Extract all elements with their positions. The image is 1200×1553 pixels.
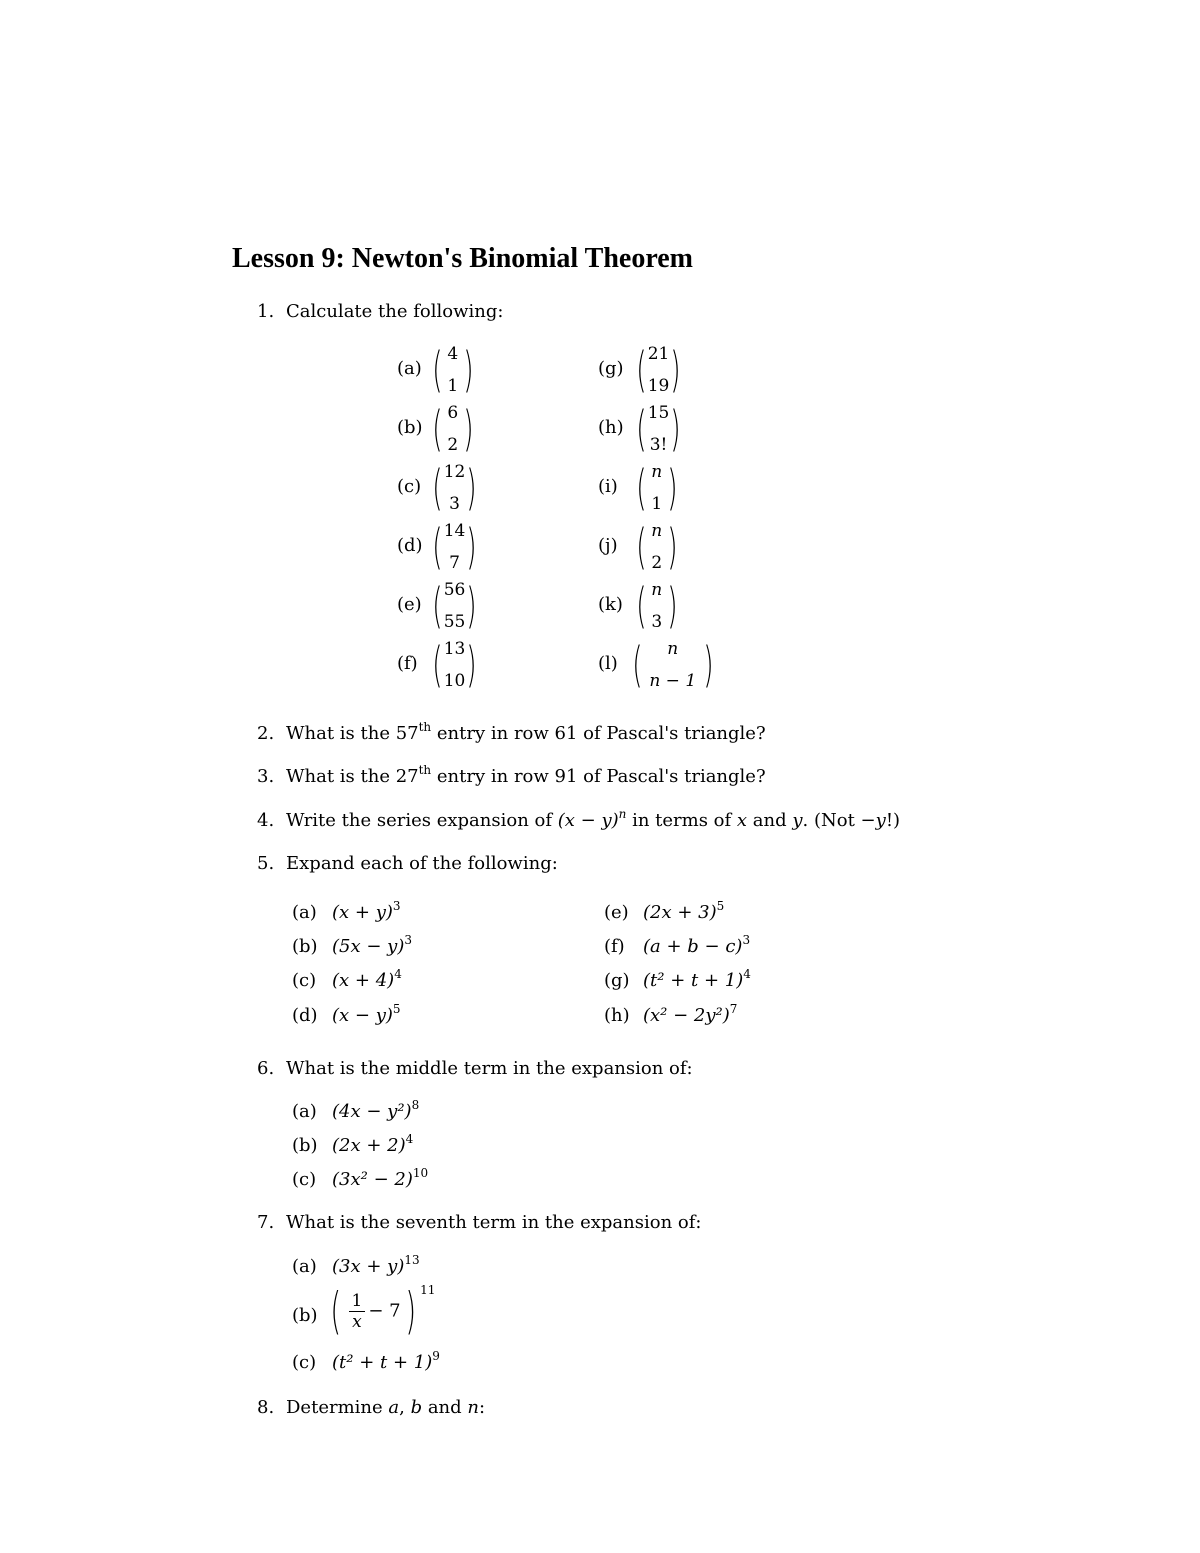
- q5-expr-g: $(t^2 + t + 1)^4$: [643, 967, 751, 991]
- q1-binom-l: ( n n − 1 ): [632, 637, 714, 693]
- q3-text: What is the 27th entry in row 91 of Pascal's triangle?: [286, 763, 766, 787]
- q2-text: What is the 57th entry in row 61 of Pascal's triangle?: [286, 720, 766, 744]
- page-title: Lesson 9: Newton's Binomial Theorem: [232, 243, 693, 274]
- q5-label-e: (e): [604, 902, 629, 923]
- q1-binom-g: ( 21 19 ): [636, 342, 681, 398]
- q1-number: 1.: [257, 301, 275, 322]
- q1-label-b: (b): [397, 417, 423, 438]
- q7-expr-b: ( $\frac{1}{x}$ − 7) $^{11}$: [330, 1282, 436, 1340]
- q1-label-l: (l): [598, 653, 618, 674]
- q7-expr-a: $(3x + y)^{13}$: [332, 1253, 420, 1277]
- q2-number: 2.: [257, 723, 275, 744]
- q3-number: 3.: [257, 766, 275, 787]
- q7-text: What is the seventh term in the expansion of:: [286, 1212, 702, 1233]
- q8-text: Determine a, b and n:: [286, 1397, 486, 1418]
- q1-text: Calculate the following:: [286, 301, 504, 322]
- q7-number: 7.: [257, 1212, 275, 1233]
- q6-expr-c: $(3x^2 - 2)^{10}$: [332, 1166, 429, 1190]
- q1-label-f: (f): [397, 653, 418, 674]
- q5-label-a: (a): [292, 902, 317, 923]
- q1-binom-h: ( 15 3! ): [636, 401, 681, 457]
- q1-binom-e: ( 56 55 ): [432, 578, 477, 634]
- q6-text: What is the middle term in the expansion of:: [286, 1058, 693, 1079]
- q7-label-b: (b): [292, 1305, 318, 1326]
- q6-label-b: (b): [292, 1135, 318, 1156]
- q5-text: Expand each of the following:: [286, 853, 558, 874]
- q5-label-c: (c): [292, 970, 317, 991]
- q5-label-b: (b): [292, 936, 318, 957]
- q7-label-a: (a): [292, 1256, 317, 1277]
- q1-binom-i: ( n 1 ): [636, 460, 678, 516]
- q6-label-a: (a): [292, 1101, 317, 1122]
- q1-label-a: (a): [397, 358, 422, 379]
- q5-expr-a: $(x + y)^3$: [332, 899, 401, 923]
- q1-label-d: (d): [397, 535, 423, 556]
- q5-expr-d: $(x - y)^5$: [332, 1002, 401, 1026]
- q5-expr-f: $(a + b - c)^3$: [643, 933, 751, 957]
- q5-expr-h: $(x^2 - 2y^2)^7$: [643, 1002, 738, 1026]
- q7-expr-c: $(t^2 + t + 1)^9$: [332, 1349, 440, 1373]
- q1-binom-c: ( 12 3 ): [432, 460, 477, 516]
- q6-number: 6.: [257, 1058, 275, 1079]
- q1-binom-d: ( 14 7 ): [432, 519, 477, 575]
- q1-label-h: (h): [598, 417, 624, 438]
- q6-expr-a: $(4x - y^2)^8$: [332, 1098, 420, 1122]
- q4-number: 4.: [257, 810, 275, 831]
- q1-label-c: (c): [397, 476, 422, 497]
- q5-number: 5.: [257, 853, 275, 874]
- q6-expr-b: $(2x + 2)^4$: [332, 1132, 414, 1156]
- q1-binom-k: ( n 3 ): [636, 578, 678, 634]
- q1-label-i: (i): [598, 476, 618, 497]
- q1-label-e: (e): [397, 594, 422, 615]
- q5-label-d: (d): [292, 1005, 318, 1026]
- q1-label-g: (g): [598, 358, 624, 379]
- q4-text: Write the series expansion of $(x - y)^n$ in terms of x and y. (Not −y!): [286, 807, 901, 831]
- q1-binom-b: ( 6 2 ): [432, 401, 474, 457]
- q5-label-f: (f): [604, 936, 625, 957]
- q5-label-h: (h): [604, 1005, 630, 1026]
- q5-label-g: (g): [604, 970, 630, 991]
- q1-label-j: (j): [598, 535, 618, 556]
- q7-label-c: (c): [292, 1352, 317, 1373]
- q5-expr-c: $(x + 4)^4$: [332, 967, 402, 991]
- q1-binom-f: ( 13 10 ): [432, 637, 477, 693]
- q1-binom-j: ( n 2 ): [636, 519, 678, 575]
- q5-expr-e: $(2x + 3)^5$: [643, 899, 725, 923]
- q1-label-k: (k): [598, 594, 623, 615]
- q5-expr-b: $(5x - y)^3$: [332, 933, 412, 957]
- q6-label-c: (c): [292, 1169, 317, 1190]
- q1-binom-a: ( 4 1 ): [432, 342, 474, 398]
- q8-number: 8.: [257, 1397, 275, 1418]
